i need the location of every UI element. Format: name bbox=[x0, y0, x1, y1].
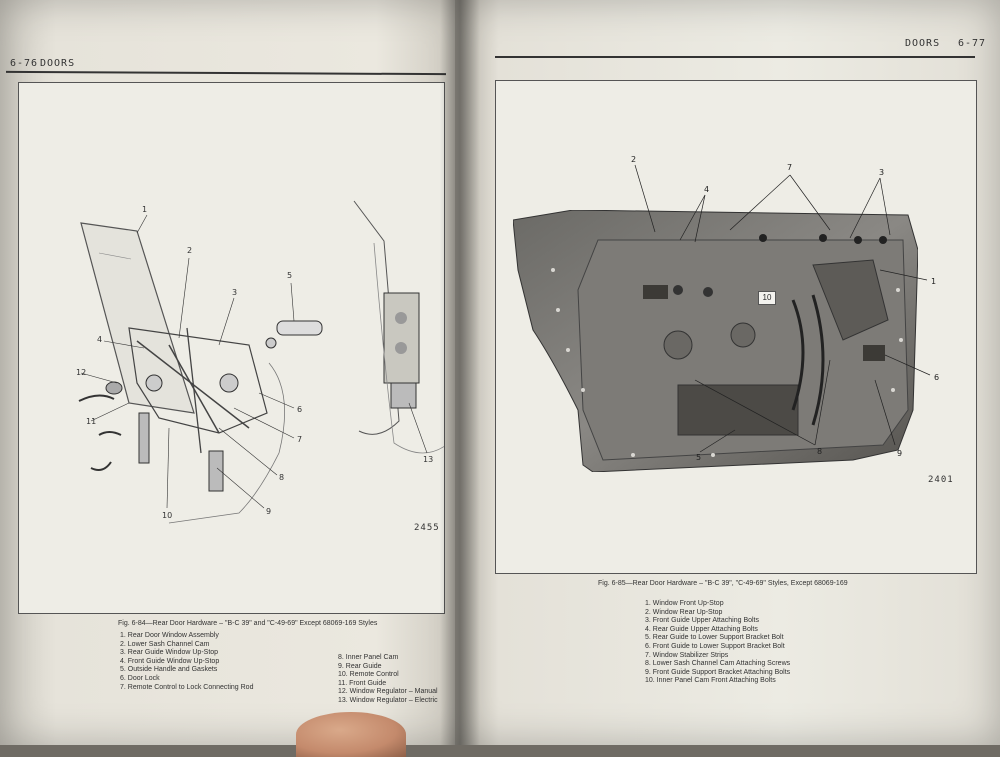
left-legend-col1 bbox=[120, 632, 253, 692]
right-figure-caption: Fig. 6-85—Rear Door Hardware – "B-C 39", "C-49-69" Styles, Except 68069-169 bbox=[598, 580, 848, 587]
legend-item: 7. Window Stabilizer Strips bbox=[645, 651, 729, 659]
legend-item: 3. Front Guide Upper Attaching Bolts bbox=[645, 617, 760, 625]
left-callout-2: 2 bbox=[187, 246, 193, 255]
left-callout-7: 7 bbox=[297, 435, 303, 444]
right-header-rule bbox=[495, 56, 975, 58]
left-figure-frame bbox=[18, 82, 445, 614]
right-legend bbox=[645, 600, 790, 686]
left-callout-10: 10 bbox=[162, 511, 173, 520]
left-callout-1: 1 bbox=[142, 205, 148, 214]
left-figure-caption: Fig. 6-84—Rear Door Hardware – "B-C 39" and "C-49-69" Except 68069-169 Styles bbox=[118, 620, 378, 627]
book-gutter bbox=[440, 0, 480, 745]
left-callout-13: 13 bbox=[423, 455, 434, 464]
left-legend-col2 bbox=[338, 654, 438, 706]
left-callout-8: 8 bbox=[279, 473, 285, 482]
legend-item: 2. Window Rear Up-Stop bbox=[645, 608, 723, 616]
legend-item: 11. Front Guide bbox=[338, 679, 387, 687]
legend-item: 3. Rear Guide Window Up-Stop bbox=[120, 649, 219, 657]
legend-item: 7. Remote Control to Lock Connecting Rod bbox=[120, 683, 254, 691]
left-callout-6: 6 bbox=[297, 405, 303, 414]
legend-item: 10. Inner Panel Cam Front Attaching Bolts bbox=[645, 677, 776, 685]
right-figure-code: 2401 bbox=[928, 475, 954, 485]
left-figure-drawing bbox=[19, 83, 444, 613]
legend-item: 5. Rear Guide to Lower Support Bracket Bolt bbox=[645, 634, 784, 642]
legend-item: 12. Window Regulator – Manual bbox=[338, 688, 438, 696]
right-section-title: DOORS bbox=[905, 38, 941, 49]
legend-item: 2. Lower Sash Channel Cam bbox=[120, 640, 210, 648]
legend-item: 6. Front Guide to Lower Support Bracket Bolt bbox=[645, 642, 785, 650]
left-header-rule bbox=[6, 71, 446, 75]
legend-item: 8. Lower Sash Channel Cam Attaching Screws bbox=[645, 660, 791, 668]
right-callout-2: 2 bbox=[631, 155, 637, 164]
legend-item: 9. Rear Guide bbox=[338, 662, 382, 670]
legend-item: 4. Front Guide Window Up-Stop bbox=[120, 657, 220, 665]
right-callout-3: 3 bbox=[879, 168, 885, 177]
left-page bbox=[0, 0, 470, 745]
legend-item: 5. Outside Handle and Gaskets bbox=[120, 666, 218, 674]
left-callout-4: 4 bbox=[97, 335, 103, 344]
legend-item: 1. Rear Door Window Assembly bbox=[120, 632, 219, 639]
thumb bbox=[296, 712, 406, 757]
right-callout-6: 6 bbox=[934, 373, 940, 382]
right-page-number: 6-77 bbox=[958, 38, 987, 49]
right-callout-1: 1 bbox=[931, 277, 937, 286]
legend-item: 4. Rear Guide Upper Attaching Bolts bbox=[645, 625, 758, 633]
right-callout-10: 10 bbox=[758, 291, 776, 305]
right-callout-8: 8 bbox=[817, 447, 823, 456]
left-callout-9: 9 bbox=[266, 507, 272, 516]
right-leader-lines bbox=[495, 80, 975, 572]
right-callout-5: 5 bbox=[696, 453, 702, 462]
left-section-title: DOORS bbox=[40, 58, 76, 69]
legend-item: 1. Window Front Up-Stop bbox=[645, 600, 724, 607]
right-callout-9: 9 bbox=[897, 449, 903, 458]
legend-item: 10. Remote Control bbox=[338, 671, 399, 679]
right-callout-7: 7 bbox=[787, 163, 793, 172]
legend-item: 9. Front Guide Support Bracket Attaching Bolts bbox=[645, 668, 791, 676]
left-page-number: 6-76 bbox=[10, 58, 39, 69]
left-callout-3: 3 bbox=[232, 288, 238, 297]
left-callout-12: 12 bbox=[76, 368, 87, 377]
right-callout-4: 4 bbox=[704, 185, 710, 194]
left-figure-code: 2455 bbox=[414, 523, 440, 533]
left-callout-5: 5 bbox=[287, 271, 293, 280]
legend-item: 8. Inner Panel Cam bbox=[338, 654, 399, 661]
legend-item: 13. Window Regulator – Electric bbox=[338, 696, 438, 704]
left-callout-11: 11 bbox=[86, 417, 97, 426]
legend-item: 6. Door Lock bbox=[120, 674, 160, 682]
